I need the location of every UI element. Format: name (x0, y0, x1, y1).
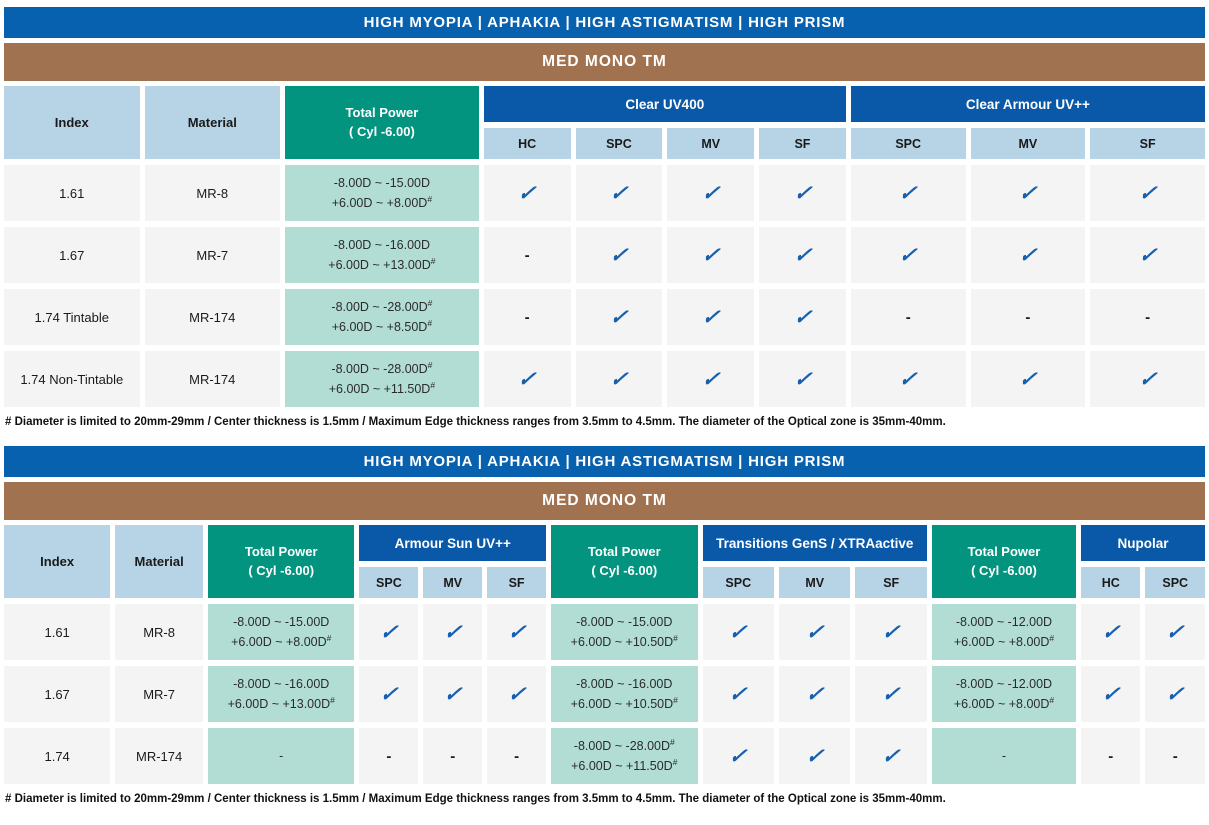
availability-cell (759, 227, 846, 283)
check-icon: ✓ (506, 620, 528, 644)
group-header-clear-armour: Clear Armour UV++ (851, 86, 1205, 122)
dash-icon: - (1145, 308, 1151, 326)
availability-cell (423, 604, 482, 660)
total-power-range: -8.00D ~ -15.00D +6.00D ~ +8.00D# (208, 604, 355, 660)
total-power-range: -8.00D ~ -15.00D +6.00D ~ +10.50D# (551, 604, 698, 660)
check-icon: ✓ (442, 682, 464, 706)
subcol-header-spc: SPC (359, 567, 418, 598)
check-icon: ✓ (1137, 367, 1159, 391)
dash-icon: - (1108, 747, 1114, 765)
availability-cell (1090, 227, 1205, 283)
footnote: # Diameter is limited to 20mm-29mm / Center thickness is 1.5mm / Maximum Edge thickness ranges from 3.5mm to 4.5mm. The diameter of the Optical zone is 35mm-40mm. (5, 416, 946, 428)
total-power-column-header (932, 525, 1076, 598)
table-row (4, 351, 1205, 407)
dash-icon: - (1172, 747, 1178, 765)
check-icon: ✓ (700, 305, 722, 329)
availability-cell (484, 165, 571, 221)
check-icon: ✓ (727, 620, 749, 644)
index-value: 1.61 (4, 165, 140, 221)
availability-cell (576, 227, 663, 283)
check-icon: ✓ (516, 181, 538, 205)
availability-cell (851, 289, 966, 345)
cyl-label: ( Cyl -6.00) (591, 562, 658, 578)
availability-cell (487, 728, 546, 784)
index-value: 1.74 Non-Tintable (4, 351, 140, 407)
material-value: MR-8 (115, 604, 203, 660)
availability-cell (484, 227, 571, 283)
availability-cell (759, 351, 846, 407)
availability-cell (759, 165, 846, 221)
check-icon: ✓ (1164, 620, 1186, 644)
availability-table-clear (0, 80, 1209, 413)
check-icon: ✓ (1164, 682, 1186, 706)
subcol-header-mv: MV (971, 128, 1086, 159)
group-header-nupolar: Nupolar (1081, 525, 1205, 561)
availability-cell (484, 289, 571, 345)
check-icon: ✓ (804, 682, 826, 706)
availability-cell (423, 666, 482, 722)
cyl-label: ( Cyl -6.00) (971, 562, 1037, 578)
availability-cell (359, 604, 418, 660)
table-row (4, 604, 1205, 660)
dash-icon: - (514, 747, 520, 765)
total-power-column-header (551, 525, 698, 598)
material-value: MR-174 (145, 351, 281, 407)
availability-cell (855, 604, 926, 660)
check-icon: ✓ (880, 744, 902, 768)
total-power-label: Total Power (345, 104, 419, 120)
total-power-range: -8.00D ~ -16.00D +6.00D ~ +13.00D# (285, 227, 479, 283)
material-value: MR-174 (145, 289, 281, 345)
availability-cell (703, 604, 774, 660)
subcol-header-mv: MV (667, 128, 754, 159)
subcol-header-spc: SPC (703, 567, 774, 598)
availability-cell (1081, 604, 1140, 660)
group-header-armour-sun: Armour Sun UV++ (359, 525, 546, 561)
availability-cell (855, 728, 926, 784)
check-icon: ✓ (727, 744, 749, 768)
availability-cell (1081, 666, 1140, 722)
table-row (4, 666, 1205, 722)
group-header-clear-uv400: Clear UV400 (484, 86, 846, 122)
availability-cell (576, 289, 663, 345)
availability-cell (576, 165, 663, 221)
cyl-label: ( Cyl -6.00) (349, 123, 415, 139)
availability-cell (1145, 666, 1205, 722)
subcol-header-spc: SPC (576, 128, 663, 159)
table-row (4, 165, 1205, 221)
subcol-header-sf: SF (1090, 128, 1205, 159)
check-icon: ✓ (727, 682, 749, 706)
table-row (4, 728, 1205, 784)
availability-cell (703, 728, 774, 784)
check-icon: ✓ (1017, 367, 1039, 391)
check-icon: ✓ (792, 243, 813, 267)
material-column-header: Material (145, 86, 281, 159)
index-value: 1.74 Tintable (4, 289, 140, 345)
total-power-column-header (208, 525, 355, 598)
material-column-header: Material (115, 525, 203, 598)
total-power-range: -8.00D ~ -28.00D# +6.00D ~ +11.50D# (285, 351, 479, 407)
category-banner: HIGH MYOPIA | APHAKIA | HIGH ASTIGMATISM | HIGH PRISM (4, 7, 1205, 38)
total-power-range: -8.00D ~ -15.00D +6.00D ~ +8.00D# (285, 165, 479, 221)
dash-icon: - (905, 308, 911, 326)
total-power-range: -8.00D ~ -28.00D# +6.00D ~ +8.50D# (285, 289, 479, 345)
check-icon: ✓ (378, 682, 400, 706)
availability-cell (971, 227, 1086, 283)
check-icon: ✓ (792, 367, 813, 391)
check-icon: ✓ (1017, 243, 1039, 267)
total-power-range: - (932, 728, 1076, 784)
check-icon: ✓ (792, 305, 813, 329)
check-icon: ✓ (804, 620, 826, 644)
check-icon: ✓ (442, 620, 464, 644)
total-power-range: -8.00D ~ -12.00D +6.00D ~ +8.00D# (932, 604, 1076, 660)
group-header-transitions: Transitions GenS / XTRAactive (703, 525, 927, 561)
material-value: MR-7 (145, 227, 281, 283)
index-value: 1.61 (4, 604, 110, 660)
availability-table-sun (0, 519, 1209, 790)
availability-cell (359, 666, 418, 722)
material-value: MR-174 (115, 728, 203, 784)
total-power-range: -8.00D ~ -16.00D +6.00D ~ +13.00D# (208, 666, 355, 722)
check-icon: ✓ (608, 367, 630, 391)
check-icon: ✓ (608, 243, 630, 267)
availability-cell (851, 351, 966, 407)
dash-icon: - (386, 747, 392, 765)
check-icon: ✓ (700, 181, 722, 205)
availability-cell (971, 351, 1086, 407)
availability-cell (851, 165, 966, 221)
table-row (4, 289, 1205, 345)
availability-cell (667, 351, 754, 407)
header-row-groups (4, 86, 1205, 122)
availability-cell (1090, 165, 1205, 221)
index-column-header: Index (4, 86, 140, 159)
availability-cell (359, 728, 418, 784)
availability-cell (971, 165, 1086, 221)
availability-cell (759, 289, 846, 345)
availability-cell (851, 227, 966, 283)
availability-cell (855, 666, 926, 722)
check-icon: ✓ (608, 181, 630, 205)
total-power-label: Total Power (587, 543, 661, 559)
total-power-label: Total Power (244, 543, 318, 559)
section-clear-lenses (4, 7, 1205, 428)
dash-icon: - (524, 308, 530, 326)
availability-cell (487, 666, 546, 722)
footnote: # Diameter is limited to 20mm-29mm / Center thickness is 1.5mm / Maximum Edge thickness ranges from 3.5mm to 4.5mm. The diameter of the Optical zone is 35mm-40mm. (5, 793, 946, 805)
subcol-header-hc: HC (484, 128, 571, 159)
check-icon: ✓ (804, 744, 826, 768)
index-value: 1.67 (4, 666, 110, 722)
dash-icon: - (450, 747, 456, 765)
availability-cell (667, 165, 754, 221)
check-icon: ✓ (897, 367, 919, 391)
availability-cell (487, 604, 546, 660)
check-icon: ✓ (792, 181, 813, 205)
subcol-header-mv: MV (423, 567, 482, 598)
availability-cell (1090, 289, 1205, 345)
total-power-column-header (285, 86, 479, 159)
check-icon: ✓ (1100, 682, 1122, 706)
availability-cell (576, 351, 663, 407)
availability-cell (971, 289, 1086, 345)
check-icon: ✓ (897, 181, 919, 205)
product-banner: MED MONO TM (4, 482, 1205, 520)
availability-cell (1145, 604, 1205, 660)
check-icon: ✓ (506, 682, 528, 706)
availability-cell (779, 728, 850, 784)
availability-cell (667, 289, 754, 345)
availability-cell (667, 227, 754, 283)
availability-cell (1090, 351, 1205, 407)
check-icon: ✓ (880, 620, 902, 644)
check-icon: ✓ (1100, 620, 1122, 644)
check-icon: ✓ (1017, 181, 1039, 205)
check-icon: ✓ (700, 367, 722, 391)
availability-cell (1145, 728, 1205, 784)
availability-cell (779, 604, 850, 660)
total-power-label: Total Power (967, 543, 1041, 559)
check-icon: ✓ (516, 367, 538, 391)
check-icon: ✓ (700, 243, 722, 267)
index-column-header: Index (4, 525, 110, 598)
check-icon: ✓ (880, 682, 902, 706)
total-power-range: - (208, 728, 355, 784)
index-value: 1.74 (4, 728, 110, 784)
subcol-header-mv: MV (779, 567, 850, 598)
availability-cell (779, 666, 850, 722)
check-icon: ✓ (1137, 243, 1159, 267)
subcol-header-sf: SF (487, 567, 546, 598)
total-power-range: -8.00D ~ -28.00D# +6.00D ~ +11.50D# (551, 728, 698, 784)
product-banner: MED MONO TM (4, 43, 1205, 81)
material-value: MR-8 (145, 165, 281, 221)
total-power-range: -8.00D ~ -16.00D +6.00D ~ +10.50D# (551, 666, 698, 722)
availability-cell (1081, 728, 1140, 784)
subcol-header-sf: SF (855, 567, 926, 598)
material-value: MR-7 (115, 666, 203, 722)
header-row-groups (4, 525, 1205, 561)
index-value: 1.67 (4, 227, 140, 283)
check-icon: ✓ (378, 620, 400, 644)
table-row (4, 227, 1205, 283)
category-banner: HIGH MYOPIA | APHAKIA | HIGH ASTIGMATISM | HIGH PRISM (4, 446, 1205, 477)
total-power-range: -8.00D ~ -12.00D +6.00D ~ +8.00D# (932, 666, 1076, 722)
availability-cell (423, 728, 482, 784)
subcol-header-hc: HC (1081, 567, 1140, 598)
section-sun-photochromic-lenses (4, 446, 1205, 805)
dash-icon: - (524, 246, 530, 264)
subcol-header-spc: SPC (851, 128, 966, 159)
check-icon: ✓ (1137, 181, 1159, 205)
availability-cell (703, 666, 774, 722)
check-icon: ✓ (897, 243, 919, 267)
availability-cell (484, 351, 571, 407)
dash-icon: - (1025, 308, 1031, 326)
cyl-label: ( Cyl -6.00) (248, 562, 315, 578)
check-icon: ✓ (608, 305, 630, 329)
subcol-header-spc: SPC (1145, 567, 1205, 598)
subcol-header-sf: SF (759, 128, 846, 159)
